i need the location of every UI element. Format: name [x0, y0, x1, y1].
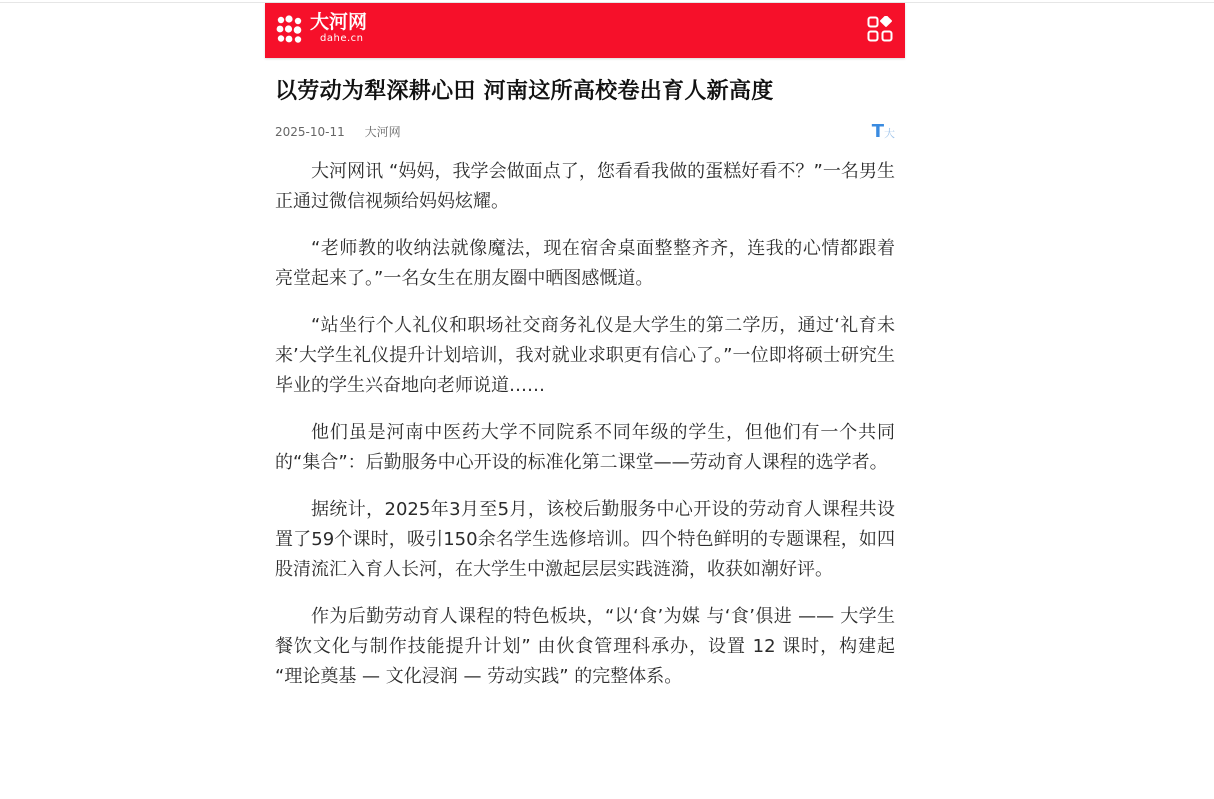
paragraph: 他们虽是河南中医药大学不同院系不同年级的学生，但他们有一个共同的“集合”：后勤服务中心开设的标准化第二课堂——劳动育人课程的选学者。	[275, 422, 895, 473]
dahe-logo-icon	[276, 15, 306, 45]
article-source: 大河网	[364, 125, 401, 139]
grid-menu-button[interactable]	[867, 16, 893, 42]
publish-date: 2025-10-11	[275, 125, 345, 139]
paragraph: 据统计，2025年3月至5月，该校后勤服务中心开设的劳动育人课程共设置了59个课时，吸引150余名学生选修培训。四个特色鲜明的专题课程，如四股清流汇入育人长河，在大学生中激起层层实践涟漪，收获如潮好评。	[275, 499, 895, 580]
article	[265, 76, 905, 692]
logo-english-text: dahe.cn	[320, 33, 364, 44]
font-size-toggle[interactable]	[872, 121, 895, 143]
font-size-big-letter: T	[871, 121, 884, 142]
paragraph: 作为后勤劳动育人课程的特色板块，“以‘食’为媒 与‘食’俱进 —— 大学生餐饮文化与制作技能提升计划” 由伙食管理科承办，设置 12 课时，构建起 “理论奠基 — 文化浸润 — 劳动实践” 的完整体系。	[275, 606, 895, 687]
font-size-small-label: 大	[884, 127, 895, 140]
article-meta	[275, 121, 895, 143]
page-column	[265, 3, 905, 709]
site-header	[265, 3, 905, 58]
grid-menu-icon	[867, 16, 893, 42]
article-title: 以劳动为犁深耕心田 河南这所高校卷出育人新高度	[275, 79, 774, 104]
paragraph: “老师教的收纳法就像魔法，现在宿舍桌面整整齐齐，连我的心情都跟着亮堂起来了。”一名女生在朋友圈中晒图感慨道。	[275, 238, 895, 289]
paragraph: “站坐行个人礼仪和职场社交商务礼仪是大学生的第二学历，通过‘礼育未来’大学生礼仪提升计划培训，我对就业求职更有信心了。”一位即将硕士研究生毕业的学生兴奋地向老师说道……	[275, 315, 895, 396]
paragraph: 大河网讯 “妈妈，我学会做面点了，您看看我做的蛋糕好看不？”一名男生正通过微信视频给妈妈炫耀。	[275, 161, 895, 212]
logo-chinese-text: 大河网	[310, 11, 368, 33]
article-body	[275, 157, 895, 692]
site-logo[interactable]	[276, 13, 367, 47]
